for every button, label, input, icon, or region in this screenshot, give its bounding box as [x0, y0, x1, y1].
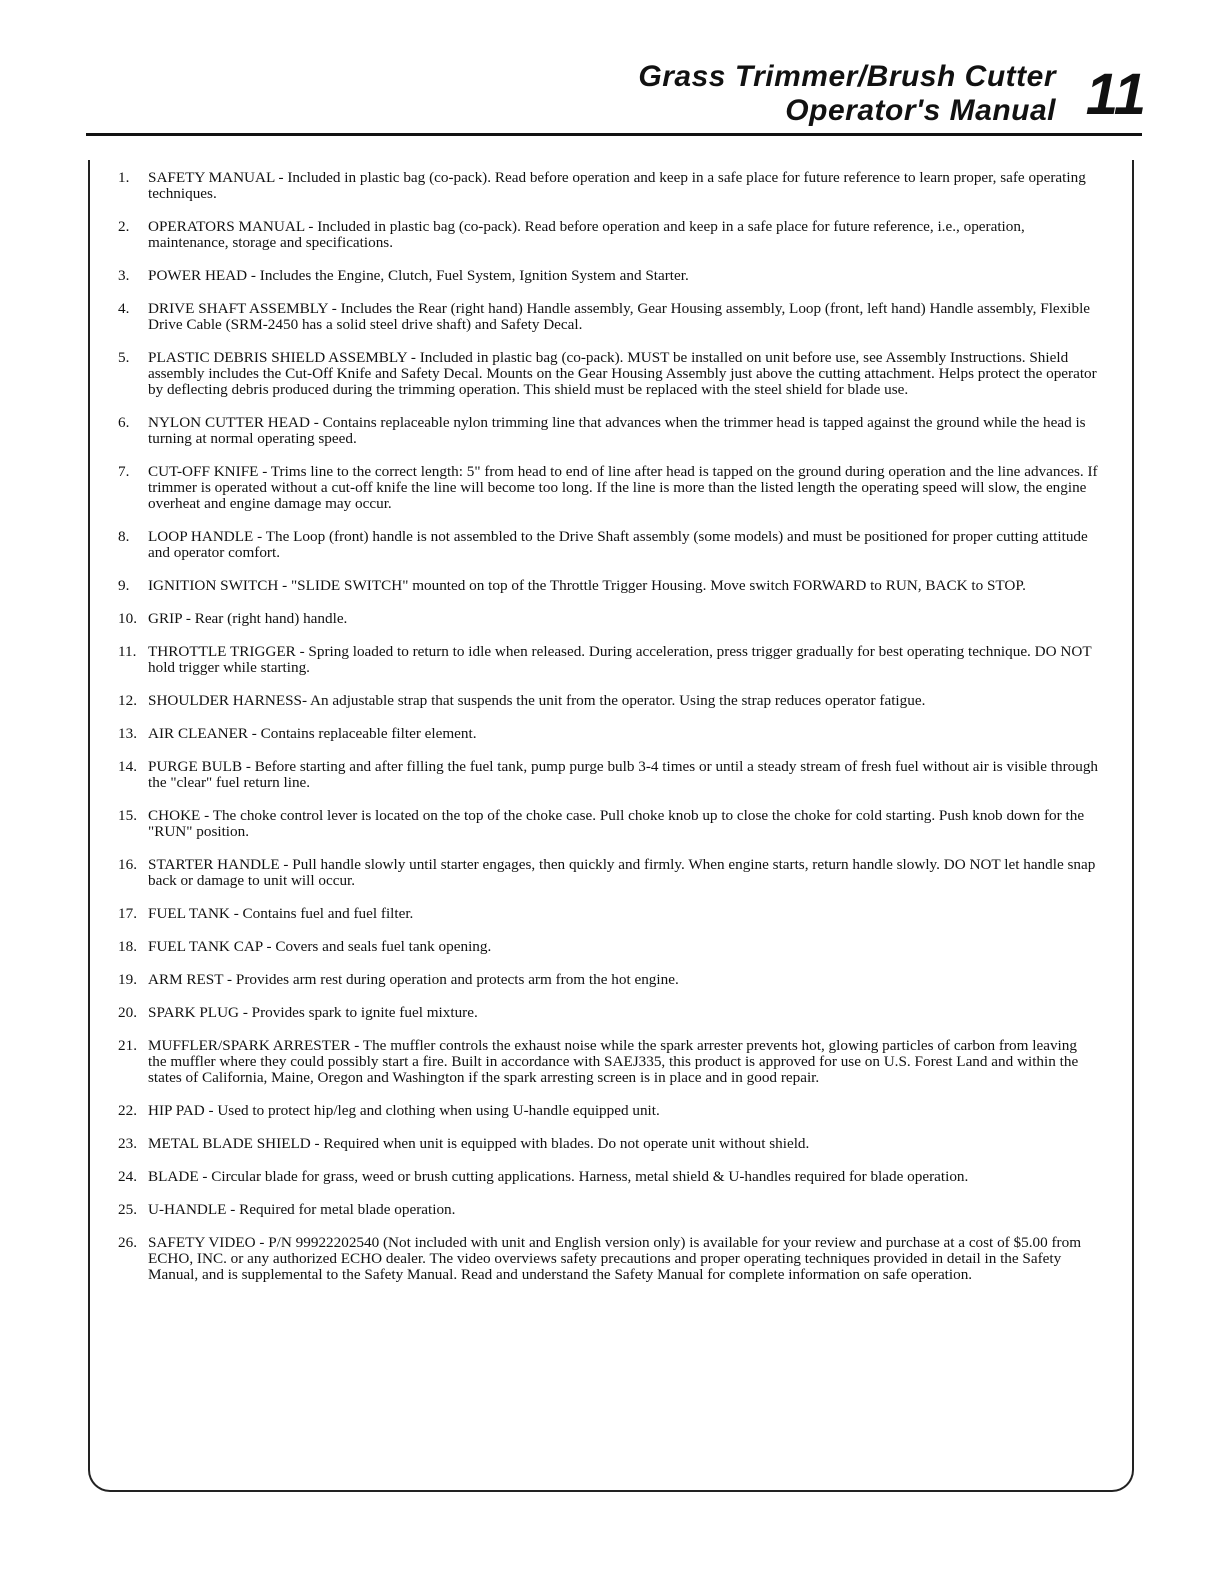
- list-item: [118, 170, 1098, 202]
- list-item: [118, 972, 1098, 988]
- list-item: [118, 578, 1098, 594]
- list-item: [118, 219, 1098, 251]
- item-number: 7.: [118, 463, 130, 480]
- item-number: 4.: [118, 300, 130, 317]
- item-text: ARM REST - Provides arm rest during operation and protects arm from the hot engine.: [148, 971, 679, 988]
- header-title-line2: Operator's Manual: [785, 94, 1056, 127]
- item-text: AIR CLEANER - Contains replaceable filter element.: [148, 725, 477, 742]
- item-text: SAFETY VIDEO - P/N 99922202540 (Not included with unit and English version only) is available for your review and purchase at a cost of $5.00 from ECHO, INC. or any authorized ECHO dealer. The video overviews safety precautions and proper operating techniques provided in detail in the Safety Manual, and is supplemental to the Safety Manual. Read and understand the Safety Manual for complete information on safe operation.: [148, 1234, 1082, 1283]
- item-text: NYLON CUTTER HEAD - Contains replaceable nylon trimming line that advances when the trimmer head is tapped against the ground while the head is turning at normal operating speed.: [148, 414, 1086, 447]
- item-number: 3.: [118, 267, 130, 284]
- list-item: [118, 1038, 1098, 1086]
- item-text: OPERATORS MANUAL - Included in plastic bag (co-pack). Read before operation and keep in a safe place for future reference, i.e., operation, maintenance, storage and specifications.: [148, 218, 1025, 251]
- list-item: [118, 1169, 1098, 1185]
- item-number: 5.: [118, 349, 130, 366]
- item-text: PURGE BULB - Before starting and after filling the fuel tank, pump purge bulb 3-4 times or until a steady stream of fresh fuel without air is visible through the "clear" fuel return line.: [148, 758, 1099, 791]
- list-item: [118, 1005, 1098, 1021]
- parts-list: [118, 170, 1098, 1300]
- item-number: 22.: [118, 1102, 137, 1119]
- item-text: SHOULDER HARNESS- An adjustable strap that suspends the unit from the operator. Using the strap reduces operator fatigue.: [148, 692, 926, 709]
- list-item: [118, 693, 1098, 709]
- item-number: 21.: [118, 1037, 137, 1054]
- list-item: [118, 611, 1098, 627]
- list-item: [118, 1235, 1098, 1283]
- list-item: [118, 808, 1098, 840]
- item-text: LOOP HANDLE - The Loop (front) handle is not assembled to the Drive Shaft assembly (some models) and must be positioned for proper cutting attitude and operator comfort.: [148, 528, 1088, 561]
- item-number: 15.: [118, 807, 137, 824]
- page-header: [638, 62, 1056, 126]
- item-text: BLADE - Circular blade for grass, weed or brush cutting applications. Harness, metal shield & U-handles required for blade operation.: [148, 1168, 969, 1185]
- list-item: [118, 939, 1098, 955]
- item-number: 6.: [118, 414, 130, 431]
- item-number: 9.: [118, 577, 130, 594]
- item-text: SPARK PLUG - Provides spark to ignite fuel mixture.: [148, 1004, 478, 1021]
- item-text: MUFFLER/SPARK ARRESTER - The muffler controls the exhaust noise while the spark arrester prevents hot, glowing particles of carbon from leaving the muffler where they could possibly start a fire. Built in accordance with SAEJ335, this product is approved for use on U.S. Forest Land and within the states of California, Maine, Oregon and Washington if the spark arresting screen is in place and in good repair.: [148, 1037, 1079, 1086]
- item-text: SAFETY MANUAL - Included in plastic bag (co-pack). Read before operation and keep in a safe place for future reference to learn proper, safe operating techniques.: [148, 169, 1086, 202]
- list-item: [118, 301, 1098, 333]
- item-text: PLASTIC DEBRIS SHIELD ASSEMBLY - Included in plastic bag (co-pack). MUST be installed on unit before use, see Assembly Instructions. Shield assembly includes the Cut-Off Knife and Safety Decal. Mounts on the Gear Housing Assembly just above the cutting attachment. Helps protect the operator by deflecting debris produced during the trimming operation. This shield must be replaced with the steel shield for blade use.: [148, 349, 1097, 398]
- list-item: [118, 464, 1098, 512]
- list-item: [118, 529, 1098, 561]
- item-text: DRIVE SHAFT ASSEMBLY - Includes the Rear (right hand) Handle assembly, Gear Housing assembly, Loop (front, left hand) Handle assembly, Flexible Drive Cable (SRM-2450 has a solid steel drive shaft) and Safety Decal.: [148, 300, 1091, 333]
- list-item: [118, 857, 1098, 889]
- item-number: 19.: [118, 971, 137, 988]
- list-item: [118, 906, 1098, 922]
- list-item: [118, 268, 1098, 284]
- item-number: 16.: [118, 856, 137, 873]
- list-item: [118, 350, 1098, 398]
- item-number: 17.: [118, 905, 137, 922]
- item-number: 25.: [118, 1201, 137, 1218]
- header-rule: [86, 133, 1142, 136]
- list-item: [118, 1202, 1098, 1218]
- item-number: 18.: [118, 938, 137, 955]
- header-title-line1: Grass Trimmer/Brush Cutter: [638, 60, 1056, 93]
- list-item: [118, 759, 1098, 791]
- list-item: [118, 1103, 1098, 1119]
- item-text: POWER HEAD - Includes the Engine, Clutch, Fuel System, Ignition System and Starter.: [148, 267, 689, 284]
- item-text: THROTTLE TRIGGER - Spring loaded to return to idle when released. During acceleration, press trigger gradually for best operating technique. DO NOT hold trigger while starting.: [148, 643, 1092, 676]
- item-text: GRIP - Rear (right hand) handle.: [148, 610, 348, 627]
- item-number: 11.: [118, 643, 137, 660]
- item-number: 26.: [118, 1234, 137, 1251]
- item-number: 24.: [118, 1168, 137, 1185]
- item-text: STARTER HANDLE - Pull handle slowly until starter engages, then quickly and firmly. When engine starts, return handle slowly. DO NOT let handle snap back or damage to unit will occur.: [148, 856, 1096, 889]
- item-number: 23.: [118, 1135, 137, 1152]
- list-item: [118, 1136, 1098, 1152]
- item-number: 1.: [118, 169, 130, 186]
- item-text: FUEL TANK - Contains fuel and fuel filter.: [148, 905, 414, 922]
- item-text: METAL BLADE SHIELD - Required when unit is equipped with blades. Do not operate unit without shield.: [148, 1135, 810, 1152]
- item-number: 12.: [118, 692, 137, 709]
- list-item: [118, 726, 1098, 742]
- item-number: 8.: [118, 528, 130, 545]
- item-text: HIP PAD - Used to protect hip/leg and clothing when using U-handle equipped unit.: [148, 1102, 660, 1119]
- item-number: 2.: [118, 218, 130, 235]
- item-text: CHOKE - The choke control lever is located on the top of the choke case. Pull choke knob up to close the choke for cold starting. Push knob down for the "RUN" position.: [148, 807, 1085, 840]
- page-number: 11: [1085, 62, 1146, 127]
- list-item: [118, 415, 1098, 447]
- item-number: 10.: [118, 610, 137, 627]
- list-item: [118, 644, 1098, 676]
- item-number: 14.: [118, 758, 137, 775]
- item-text: CUT-OFF KNIFE - Trims line to the correct length: 5" from head to end of line after head is tapped on the ground during operation and the line advances. If trimmer is operated without a cut-off knife the line will become too long. If the line is more than the listed length the operating speed will slow, the engine overheat and engine damage may occur.: [148, 463, 1098, 512]
- item-number: 20.: [118, 1004, 137, 1021]
- item-text: IGNITION SWITCH - "SLIDE SWITCH" mounted on top of the Throttle Trigger Housing. Move switch FORWARD to RUN, BACK to STOP.: [148, 577, 1026, 594]
- item-number: 13.: [118, 725, 137, 742]
- item-text: FUEL TANK CAP - Covers and seals fuel tank opening.: [148, 938, 492, 955]
- item-text: U-HANDLE - Required for metal blade operation.: [148, 1201, 456, 1218]
